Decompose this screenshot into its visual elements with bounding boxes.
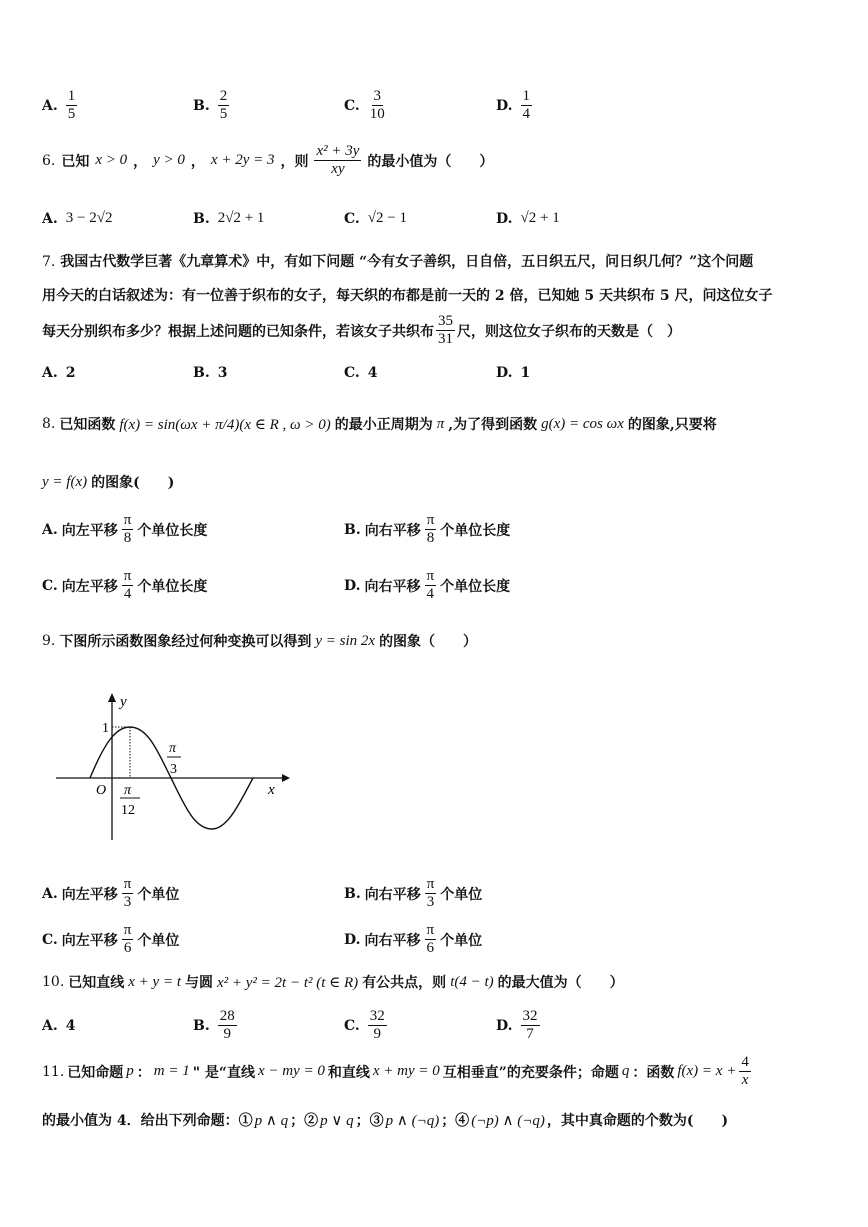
q10-option-c: C. $\frac{32}{9}$ (344, 1008, 385, 1042)
q8-option-c: C. 向左平移 $\frac{\pi}{4}$ 个单位长度 (42, 568, 208, 602)
origin-label: O (96, 783, 107, 798)
max-value-label: 1 (102, 721, 109, 736)
option-fraction: $\frac{\pi}{3}$ (123, 876, 132, 910)
tick-pi-3-numerator: π (169, 741, 177, 756)
q6-option-b: B. 2√2 + 1 (193, 210, 265, 227)
q9-option-d: D. 向右平移 $\frac{\pi}{6}$ 个单位 (344, 922, 483, 956)
q8-option-d: D. 向右平移 $\frac{\pi}{4}$ 个单位长度 (344, 568, 511, 602)
y-axis-label: y (120, 694, 127, 710)
option-fraction: $\frac{\pi}{4}$ (123, 568, 132, 602)
x-axis-label: x (268, 782, 275, 798)
q10-option-d: D. $\frac{32}{7}$ (496, 1008, 538, 1042)
option-fraction: $\frac{1}{5}$ (67, 88, 76, 122)
q6-option-c: C. √2 − 1 (344, 210, 407, 227)
tick-pi-3-denominator: 3 (170, 762, 177, 777)
q9-sine-graph (50, 690, 290, 850)
q9-option-a: A. 向左平移 $\frac{\pi}{3}$ 个单位 (42, 876, 180, 910)
option-fraction: $\frac{\pi}{6}$ (123, 922, 132, 956)
option-letter: A. (42, 97, 58, 114)
q10-option-a: A. 4 (42, 1018, 76, 1034)
q7-line-2: 用今天的白话叙述为：有一位善于织布的女子，每天织的布都是前一天的 2 倍，已知她 5 天共织布 5 尺，问这位女子 (42, 288, 773, 304)
q8-option-b: B. 向右平移 $\frac{\pi}{8}$ 个单位长度 (344, 512, 511, 546)
option-fraction: $\frac{28}{9}$ (219, 1008, 235, 1042)
q7-option-c: C. 4 (344, 365, 378, 381)
option-fraction: $\frac{32}{9}$ (369, 1008, 385, 1042)
option-letter: D. (496, 97, 513, 114)
q7-option-a: A. 2 (42, 365, 76, 381)
q7-option-d: D. 1 (496, 365, 531, 381)
q8-option-a: A. 向左平移 $\frac{\pi}{8}$ 个单位长度 (42, 512, 208, 546)
q9-option-c: C. 向左平移 $\frac{\pi}{6}$ 个单位 (42, 922, 180, 956)
option-fraction: $\frac{\pi}{6}$ (426, 922, 435, 956)
option-fraction: $\frac{\pi}{4}$ (426, 568, 435, 602)
q6-stem: 6. 已知 x > 0 ， y > 0 ， x + 2y = 3 ，则 $\frac{\text{x² + 3y}}{xy}$ 的最小值为（ ） (42, 143, 494, 177)
q11-stem-line-2: 的最小值为 4．给出下列命题：① p ∧ q ；② p ∨ q ；③ p ∧ (¬q) ；④ (¬p) ∧ (¬q) ，其中真命题的个数为( ) (42, 1112, 729, 1129)
q6-fraction: $\frac{\text{x² + 3y}}{xy}$ (316, 143, 360, 177)
y-axis-arrow (108, 693, 116, 702)
q5-option-b (193, 88, 229, 123)
q7-fraction: $\frac{35}{31}$ (438, 313, 453, 347)
q8-stem-line-2: y = f(x) 的图象( ) (42, 473, 175, 491)
q5-option-d (496, 88, 532, 123)
q5-option-a (42, 88, 77, 123)
option-letter: C. (344, 97, 360, 114)
q8-stem: 8. 已知函数 f(x) = sin(ωx + π/4)(x ∈ R , ω > 0) 的最小正周期为 π ,为了得到函数 g(x) = cos ωx 的图象,只要将 (42, 415, 717, 433)
tick-pi-12-numerator: π (124, 783, 132, 798)
q10-stem: 10. 已知直线 x + y = t 与圆 x² + y² = 2t − t² (t ∈ R) 有公共点，则 t(4 − t) 的最大值为（ ） (42, 973, 624, 991)
q6-option-a: A. 3 − 2√2 (42, 210, 113, 227)
q7-line-1: 7. 我国古代数学巨著《九章算术》中，有如下问题 “今有女子善织，日自倍，五日织五尺，问日织几何？”这个问题 (42, 254, 754, 270)
q10-option-b: B. $\frac{28}{9}$ (193, 1008, 235, 1042)
x-axis-arrow (282, 774, 290, 782)
option-fraction: $\frac{32}{7}$ (522, 1008, 538, 1042)
option-fraction: $\frac{1}{4}$ (522, 88, 531, 122)
option-letter: B. (193, 97, 210, 114)
q6-option-d: D. √2 + 1 (496, 210, 560, 227)
q5-option-c (344, 88, 387, 123)
q7-line-3: 每天分别织布多少？根据上述问题的已知条件，若该女子共织布 $\frac{35}{31}$ 尺，则这位女子织布的天数是（ ） (42, 313, 681, 347)
tick-pi-12-denominator: 12 (121, 803, 135, 818)
q7-option-b: B. 3 (193, 365, 228, 381)
option-fraction: $\frac{\pi}{8}$ (123, 512, 132, 546)
option-fraction: $\frac{\pi}{3}$ (426, 876, 435, 910)
q9-stem: 9. 下图所示函数图象经过何种变换可以得到 y = sin 2x 的图象（ ） (42, 632, 478, 650)
option-fraction: $\frac{2}{5}$ (219, 88, 228, 122)
q11-fraction: $\frac{4}{x}$ (741, 1054, 749, 1088)
q9-option-b: B. 向右平移 $\frac{\pi}{3}$ 个单位 (344, 876, 483, 910)
option-fraction: $\frac{3}{10}$ (369, 88, 385, 122)
q11-stem: 11. 已知命题 p ： m = 1 " 是“直线 x − my = 0 和直线 x + my = 0 互相垂直”的充要条件；命题 q ：函数 f(x) = x + $\frac{4}{x}$ (42, 1054, 749, 1088)
option-fraction: $\frac{\pi}{8}$ (426, 512, 435, 546)
